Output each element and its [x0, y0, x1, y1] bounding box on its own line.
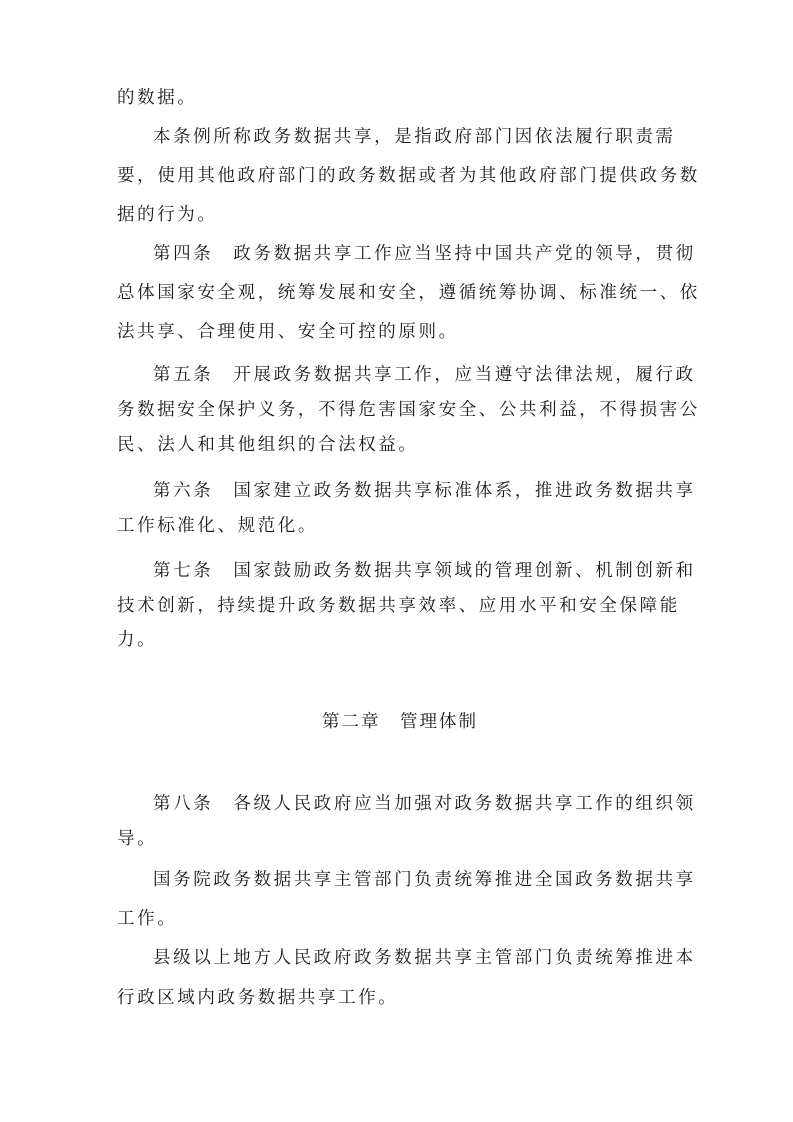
text-line: 第四条 政务数据共享工作应当坚持中国共产党的领导，贯彻 — [153, 244, 696, 264]
text-line: 行政区域内政务数据共享工作。 — [117, 988, 399, 1008]
text-line: 据的行为。 — [117, 205, 218, 225]
text-line: 县级以上地方人民政府政务数据共享主管部门负责统筹推进本 — [153, 948, 696, 968]
text-line: 技术创新，持续提升政务数据共享效率、应用水平和安全保障能 — [117, 596, 680, 616]
text-line: 本条例所称政务数据共享，是指政府部门因依法履行职责需 — [153, 127, 676, 147]
text-line: 第八条 各级人民政府应当加强对政务数据共享工作的组织领 — [153, 794, 696, 814]
text-line: 第五条 开展政务数据共享工作，应当遵守法律法规，履行政 — [153, 365, 696, 385]
text-line: 工作标准化、规范化。 — [117, 516, 318, 536]
text-line: 务数据安全保护义务，不得危害国家安全、公共利益，不得损害公 — [117, 400, 700, 420]
text-line: 法共享、合理使用、安全可控的原则。 — [117, 322, 459, 342]
text-line: 第六条 国家建立政务数据共享标准体系，推进政务数据共享 — [153, 481, 696, 501]
text-line: 国务院政务数据共享主管部门负责统筹推进全国政务数据共享 — [153, 870, 696, 890]
text-line: 导。 — [117, 829, 158, 849]
text-line: 要，使用其他政府部门的政务数据或者为其他政府部门提供政务数 — [117, 166, 700, 186]
text-line: 第七条 国家鼓励政务数据共享领域的管理创新、机制创新和 — [153, 561, 696, 581]
text-line: 工作。 — [117, 909, 178, 929]
text-line: 力。 — [117, 630, 158, 650]
chapter-title: 第二章 管理体制 — [322, 712, 478, 732]
text-line: 的数据。 — [117, 88, 198, 108]
text-line: 民、法人和其他组织的合法权益。 — [117, 435, 419, 455]
text-line: 总体国家安全观，统筹发展和安全，遵循统筹协调、标准统一、依 — [117, 283, 700, 303]
